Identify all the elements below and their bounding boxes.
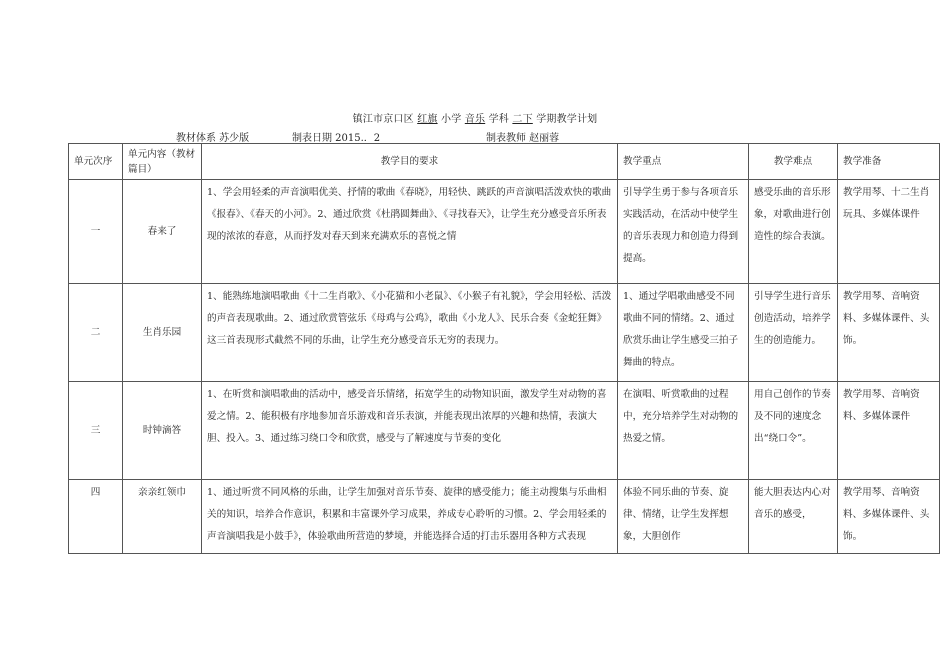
document-title: 镇江市京口区 红旗 小学 音乐 学科 二下 学期教学计划	[352, 114, 598, 125]
header-key: 教学重点	[618, 144, 749, 180]
unit-goal: 1、学会用轻柔的声音演唱优美、抒情的歌曲《春晓》，用轻快、跳跃的声音演唱活泼欢快的歌曲《报春》、《春天的小河》。2、通过欣赏《杜鹃圆舞曲》、《寻找春天》，让学生充分感受音乐所表现的浓浓的春意，从而抒发对春天到来充满欢乐的喜悦之情	[202, 180, 618, 284]
table-date: 制表日期 2015.．2	[292, 133, 381, 144]
unit-prep: 教学用琴、十二生肖玩具、多媒体课件	[838, 180, 940, 284]
unit-prep: 教学用琴、音响资料、多媒体课件、头饰。	[838, 480, 940, 554]
unit-prep: 教学用琴、音响资料、多媒体课件、头饰。	[838, 284, 940, 382]
table-row	[69, 382, 940, 480]
unit-key: 在演唱、听赏歌曲的过程中，充分培养学生对动物的热爱之情。	[618, 382, 749, 480]
unit-difficulty: 感受乐曲的音乐形象，对歌曲进行创造性的综合表演。	[749, 180, 838, 284]
unit-number: 一	[69, 180, 123, 284]
title-subject: 音乐	[464, 114, 486, 125]
unit-content: 亲亲红领巾	[123, 480, 202, 554]
header-difficulty: 教学难点	[749, 144, 838, 180]
header-content: 单元内容（教材篇目）	[123, 144, 202, 180]
title-grade: 二下	[512, 114, 533, 125]
unit-content: 时钟滴答	[123, 382, 202, 480]
unit-goal: 1、通过听赏不同风格的乐曲，让学生加强对音乐节奏、旋律的感受能力；能主动搜集与乐曲相关的知识，培养合作意识，积累和丰富课外学习成果，养成专心聆听的习惯。2、学会用轻柔的声音演唱我是小鼓手》，体验歌曲所营造的梦境，并能选择合适的打击乐器用各种方式表现	[202, 480, 618, 554]
unit-prep: 教学用琴、音响资料、多媒体课件	[838, 382, 940, 480]
table-teacher: 制表教师 赵丽蓉	[486, 133, 560, 144]
unit-difficulty: 能大胆表达内心对音乐的感受，	[749, 480, 838, 554]
unit-content: 生肖乐园	[123, 284, 202, 382]
unit-key: 1、通过学唱歌曲感受不同歌曲不同的情绪。2、通过欣赏乐曲让学生感受三拍子舞曲的特点。	[618, 284, 749, 382]
textbook-system: 教材体系 苏少版	[176, 133, 250, 144]
unit-difficulty: 引导学生进行音乐创造活动，培养学生的创造能力。	[749, 284, 838, 382]
unit-goal: 1、能熟练地演唱歌曲《十二生肖歌》、《小花猫和小老鼠》、《小猴子有礼貌》，学会用轻松、活泼的声音表现歌曲。2、通过欣赏管弦乐《母鸡与公鸡》，歌曲《小龙人》、民乐合奏《金蛇狂舞》这三首表现形式截然不同的乐曲，让学生充分感受音乐无穷的表现力。	[202, 284, 618, 382]
unit-difficulty: 用自己创作的节奏及不同的速度念出“绕口令”。	[749, 382, 838, 480]
unit-content: 春来了	[123, 180, 202, 284]
table-row	[69, 284, 940, 382]
table-row	[69, 180, 940, 284]
unit-number: 三	[69, 382, 123, 480]
header-prep: 教学准备	[838, 144, 940, 180]
unit-key: 引导学生勇于参与各项音乐实践活动，在活动中使学生的音乐表现力和创造力得到提高。	[618, 180, 749, 284]
unit-number: 四	[69, 480, 123, 554]
teaching-plan-table	[68, 143, 940, 554]
unit-number: 二	[69, 284, 123, 382]
unit-goal: 1、在听赏和演唱歌曲的活动中，感受音乐情绪，拓宽学生的动物知识面，激发学生对动物的喜爱之情。2、能积极有序地参加音乐游戏和音乐表演，并能表现出浓厚的兴趣和热情，表演大胆、投入。3、通过练习绕口令和欣赏，感受与了解速度与节奏的变化	[202, 382, 618, 480]
table-header-row	[69, 144, 940, 180]
header-goal: 教学目的要求	[202, 144, 618, 180]
title-school: 红旗	[417, 114, 438, 125]
header-unit: 单元次序	[69, 144, 123, 180]
unit-key: 体验不同乐曲的节奏、旋律、情绪，让学生发挥想象，大胆创作	[618, 480, 749, 554]
table-row	[69, 480, 940, 554]
